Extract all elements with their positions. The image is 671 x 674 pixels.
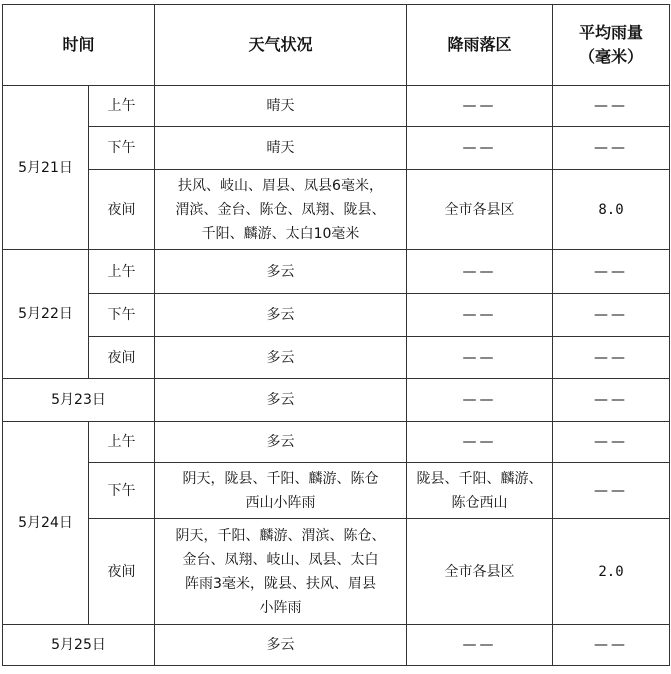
rain-cell: ——	[553, 379, 670, 422]
weather-cell: 多云	[155, 379, 407, 422]
header-time: 时间	[3, 5, 155, 86]
period-cell: 下午	[89, 463, 155, 519]
weather-cell: 多云	[155, 625, 407, 666]
date-cell: 5月22日	[3, 250, 89, 379]
table-row	[3, 294, 670, 337]
area-cell: 全市各县区	[407, 170, 553, 250]
rain-cell: 8.0	[553, 170, 670, 250]
table-row	[3, 519, 670, 625]
weather-table	[2, 4, 670, 666]
table-row	[3, 337, 670, 379]
rain-cell: ——	[553, 625, 670, 666]
rain-cell: ——	[553, 86, 670, 127]
header-area: 降雨落区	[407, 5, 553, 86]
date-cell: 5月21日	[3, 86, 89, 250]
area-cell: 陇县、千阳、麟游、 陈仓西山	[407, 463, 553, 519]
period-cell: 下午	[89, 127, 155, 170]
period-cell: 夜间	[89, 170, 155, 250]
table-row	[3, 625, 670, 666]
date-cell: 5月23日	[3, 379, 155, 422]
weather-cell: 多云	[155, 422, 407, 463]
area-cell: ——	[407, 294, 553, 337]
table-row	[3, 463, 670, 519]
rain-cell: ——	[553, 250, 670, 294]
header-rain: 平均雨量 （毫米）	[553, 5, 670, 86]
area-cell: ——	[407, 379, 553, 422]
table-row	[3, 170, 670, 250]
weather-cell: 多云	[155, 250, 407, 294]
weather-cell: 阴天，陇县、千阳、麟游、陈仓 西山小阵雨	[155, 463, 407, 519]
weather-cell: 多云	[155, 337, 407, 379]
rain-cell: ——	[553, 294, 670, 337]
table-row	[3, 250, 670, 294]
rain-cell: 2.0	[553, 519, 670, 625]
weather-cell: 多云	[155, 294, 407, 337]
table-row	[3, 127, 670, 170]
rain-cell: ——	[553, 337, 670, 379]
period-cell: 上午	[89, 422, 155, 463]
period-cell: 下午	[89, 294, 155, 337]
rain-cell: ——	[553, 127, 670, 170]
area-cell: ——	[407, 625, 553, 666]
weather-cell: 扶风、岐山、眉县、凤县6毫米， 渭滨、金台、陈仓、凤翔、陇县、 千阳、麟游、太白10毫米	[155, 170, 407, 250]
area-cell: ——	[407, 250, 553, 294]
area-cell: ——	[407, 127, 553, 170]
area-cell: ——	[407, 422, 553, 463]
date-cell: 5月24日	[3, 422, 89, 625]
table-row	[3, 86, 670, 127]
table-row	[3, 422, 670, 463]
period-cell: 夜间	[89, 519, 155, 625]
weather-cell: 晴天	[155, 86, 407, 127]
area-cell: 全市各县区	[407, 519, 553, 625]
date-cell: 5月25日	[3, 625, 155, 666]
rain-cell: ——	[553, 463, 670, 519]
header-weather: 天气状况	[155, 5, 407, 86]
header-row	[3, 5, 670, 86]
weather-cell: 阴天，千阳、麟游、渭滨、陈仓、 金台、凤翔、岐山、凤县、太白 阵雨3毫米，陇县、扶风、眉县 小阵雨	[155, 519, 407, 625]
period-cell: 上午	[89, 86, 155, 127]
area-cell: ——	[407, 86, 553, 127]
area-cell: ——	[407, 337, 553, 379]
table-row	[3, 379, 670, 422]
period-cell: 上午	[89, 250, 155, 294]
period-cell: 夜间	[89, 337, 155, 379]
weather-cell: 晴天	[155, 127, 407, 170]
rain-cell: ——	[553, 422, 670, 463]
